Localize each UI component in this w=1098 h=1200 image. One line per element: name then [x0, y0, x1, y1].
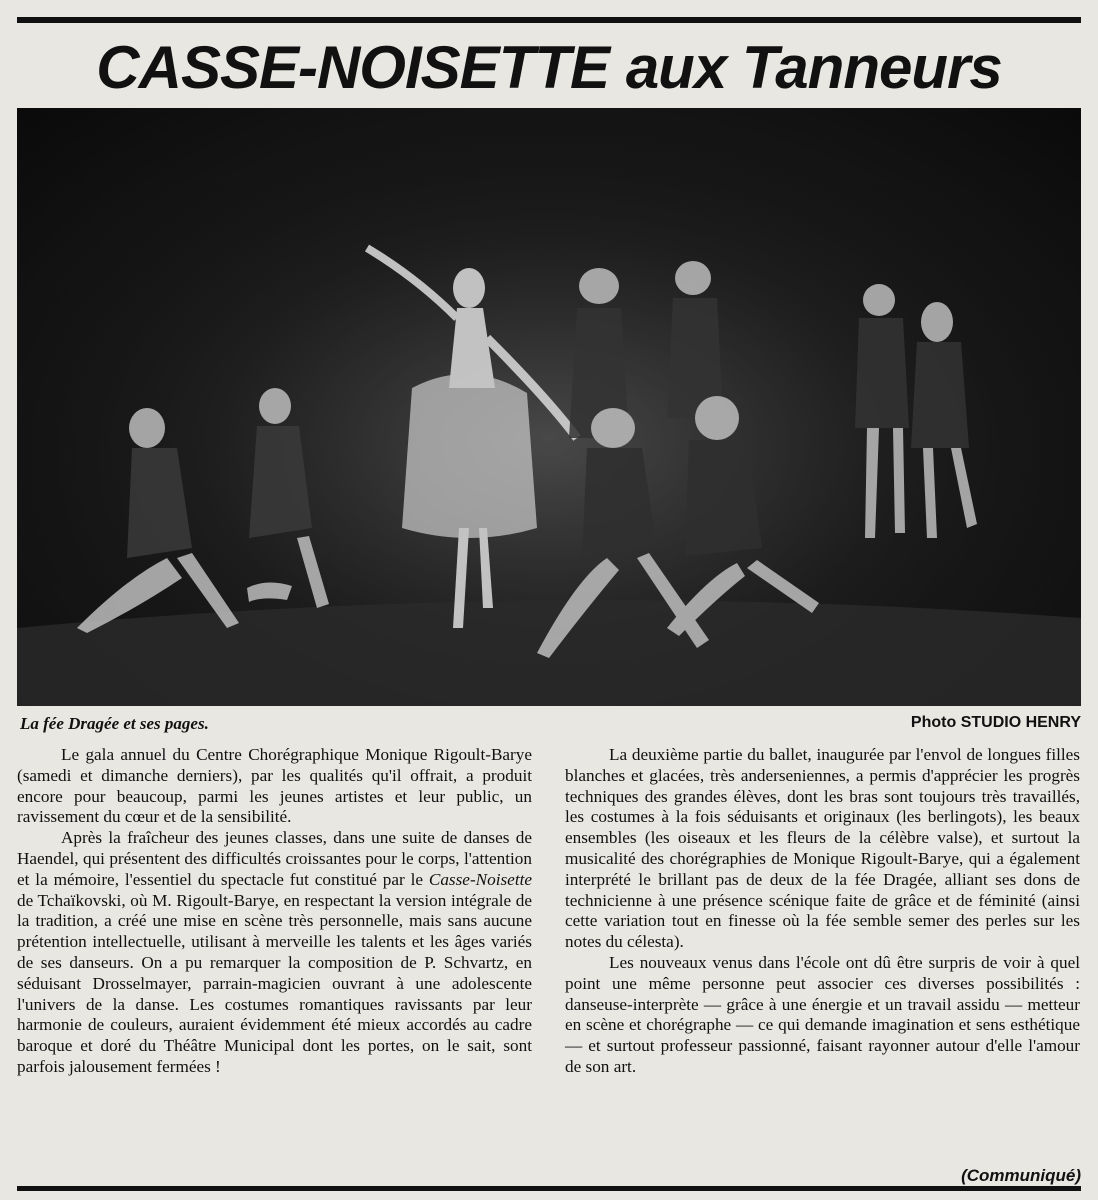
article-text: de Tchaïkovski, où M. Rigoult-Barye, en respectant la version intégrale de la tradition, a créé une mise en scène très personnelle, mais sans aucune prétention intellectuelle, utilisant à merveille les talents et les âges variés de ses danseurs. On a pu remarquer la composition de P. Schvartz, en séduisant Drosselmayer, parrain-magicien ouvrant à une adolescente l'univers de la danse. Les costumes romantiques ravissants par leur harmonie de couleurs, auraient évidemment été mieux accordés au cadre baroque et doré du Théâtre Municipal dont les portes, on le sait, sont parfois jalousement fermées !: [17, 890, 532, 1076]
ballet-photo-illustration: [17, 108, 1081, 706]
article-paragraph: Les nouveaux venus dans l'école ont dû être surpris de voir à quel point une même personne peut associer ces diverses possibilités : danseuse-interprète — grâce à une énergie et un travail assidu — metteur en scène et chorégraphe — ce qui demande imagination et sens esthétique — et surtout professeur passionné, faisant rayonner autour d'elle l'amour de son art.: [565, 952, 1080, 1076]
article-paragraph: [17, 828, 532, 1078]
article-paragraph: La deuxième partie du ballet, inaugurée par l'envol de longues filles blanches et glacées, très anderseniennes, a permis d'apprécier les progrès techniques des grandes élèves, dont les bras sont toujours très travaillés, les costumes à la fois séduisants et originaux (les berlingots), les beaux ensembles (les oiseaux et les fleurs de la célèbre valse), et surtout la musicalité des chorégraphies de Monique Rigoult-Barye, qui a également interprété le brillant pas de deux de la fée Dragée, alliant ses dons de technicienne à une présence scénique faite de grâce et de féminité (ainsi cette variation tout en finesse où la fée semble semer des perles sur les notes du célesta).: [565, 745, 1080, 952]
work-title: Casse-Noisette: [428, 869, 532, 889]
article-paragraph: Le gala annuel du Centre Chorégraphique Monique Rigoult-Barye (samedi et dimanche derniers), par les qualités qu'il offrait, a produit encore pour beaucoup, parmi les jeunes artistes et leur public, un ravissement du cœur et de la sensibilité.: [17, 745, 532, 827]
photo-caption: La fée Dragée et ses pages.: [20, 714, 209, 733]
photo-caption-row: [17, 712, 1081, 736]
article-text: Après la fraîcheur des jeunes classes, dans une suite de danses de Haendel, qui présentent des difficultés croissantes pour le corps, l'attention et la mémoire, l'essentiel du spectacle fut constitué par le: [17, 828, 532, 889]
bottom-rule: [17, 1186, 1081, 1191]
headline-title: CASSE-NOISETTE: [96, 34, 610, 101]
top-rule: [17, 17, 1081, 23]
ballet-photo: [17, 108, 1081, 706]
headline-subtitle: aux Tanneurs: [625, 34, 1002, 101]
photo-credit: Photo STUDIO HENRY: [910, 714, 1081, 731]
article-column-right: [565, 745, 1080, 1078]
article-column-left: [17, 745, 532, 1078]
article-credit: (Communiqué): [961, 1166, 1081, 1185]
headline: [17, 32, 1081, 104]
